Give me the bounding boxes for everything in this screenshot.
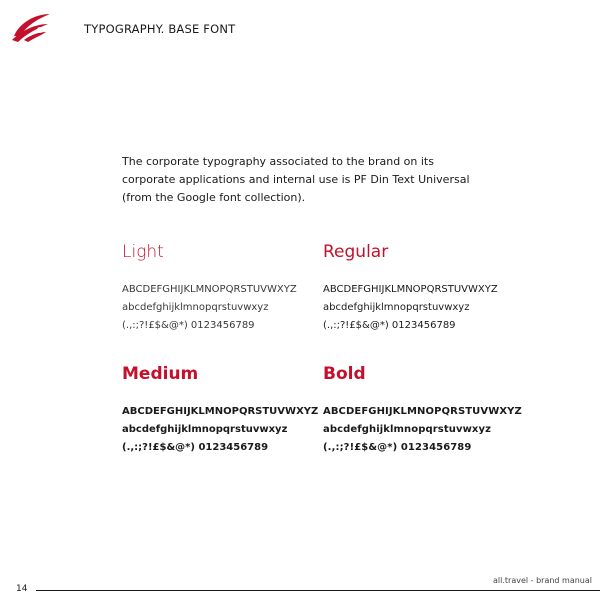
symbol-glyphs: (.,:;?!£$&@*) 0123456789: [323, 320, 456, 331]
footer-divider: [36, 590, 600, 591]
weight-name: Regular: [323, 242, 389, 262]
swoosh-logo-icon: [10, 10, 52, 44]
uppercase-glyphs: ABCDEFGHIJKLMNOPQRSTUVWXYZ: [122, 284, 297, 295]
intro-paragraph: The corporate typography associated to the brand on its corporate applications and internal use is PF Din Text Universal (from the Google font collection).: [122, 155, 470, 204]
font-sample-medium: [122, 363, 322, 457]
symbol-glyphs: (.,:;?!£$&@*) 0123456789: [323, 442, 472, 453]
lowercase-glyphs: abcdefghijklmnopqrstuvwxyz: [122, 302, 269, 313]
page-number: 14: [16, 584, 28, 594]
uppercase-glyphs: ABCDEFGHIJKLMNOPQRSTUVWXYZ: [323, 406, 522, 417]
uppercase-glyphs: ABCDEFGHIJKLMNOPQRSTUVWXYZ: [122, 406, 319, 417]
lowercase-glyphs: abcdefghijklmnopqrstuvwxyz: [323, 302, 470, 313]
symbol-glyphs: (.,:;?!£$&@*) 0123456789: [122, 320, 255, 331]
weight-name: Medium: [122, 364, 199, 384]
font-sample-bold: [323, 363, 523, 457]
weight-name: Light: [122, 242, 164, 262]
page-title: TYPOGRAPHY. BASE FONT: [84, 22, 236, 36]
font-sample-regular: [323, 241, 523, 335]
weight-name: Bold: [323, 364, 366, 384]
symbol-glyphs: (.,:;?!£$&@*) 0123456789: [122, 442, 269, 453]
font-sample-light: [122, 241, 322, 335]
uppercase-glyphs: ABCDEFGHIJKLMNOPQRSTUVWXYZ: [323, 284, 498, 295]
footer-brand-text: all.travel - brand manual: [493, 576, 592, 585]
lowercase-glyphs: abcdefghijklmnopqrstuvwxyz: [122, 424, 288, 435]
lowercase-glyphs: abcdefghijklmnopqrstuvwxyz: [323, 424, 491, 435]
